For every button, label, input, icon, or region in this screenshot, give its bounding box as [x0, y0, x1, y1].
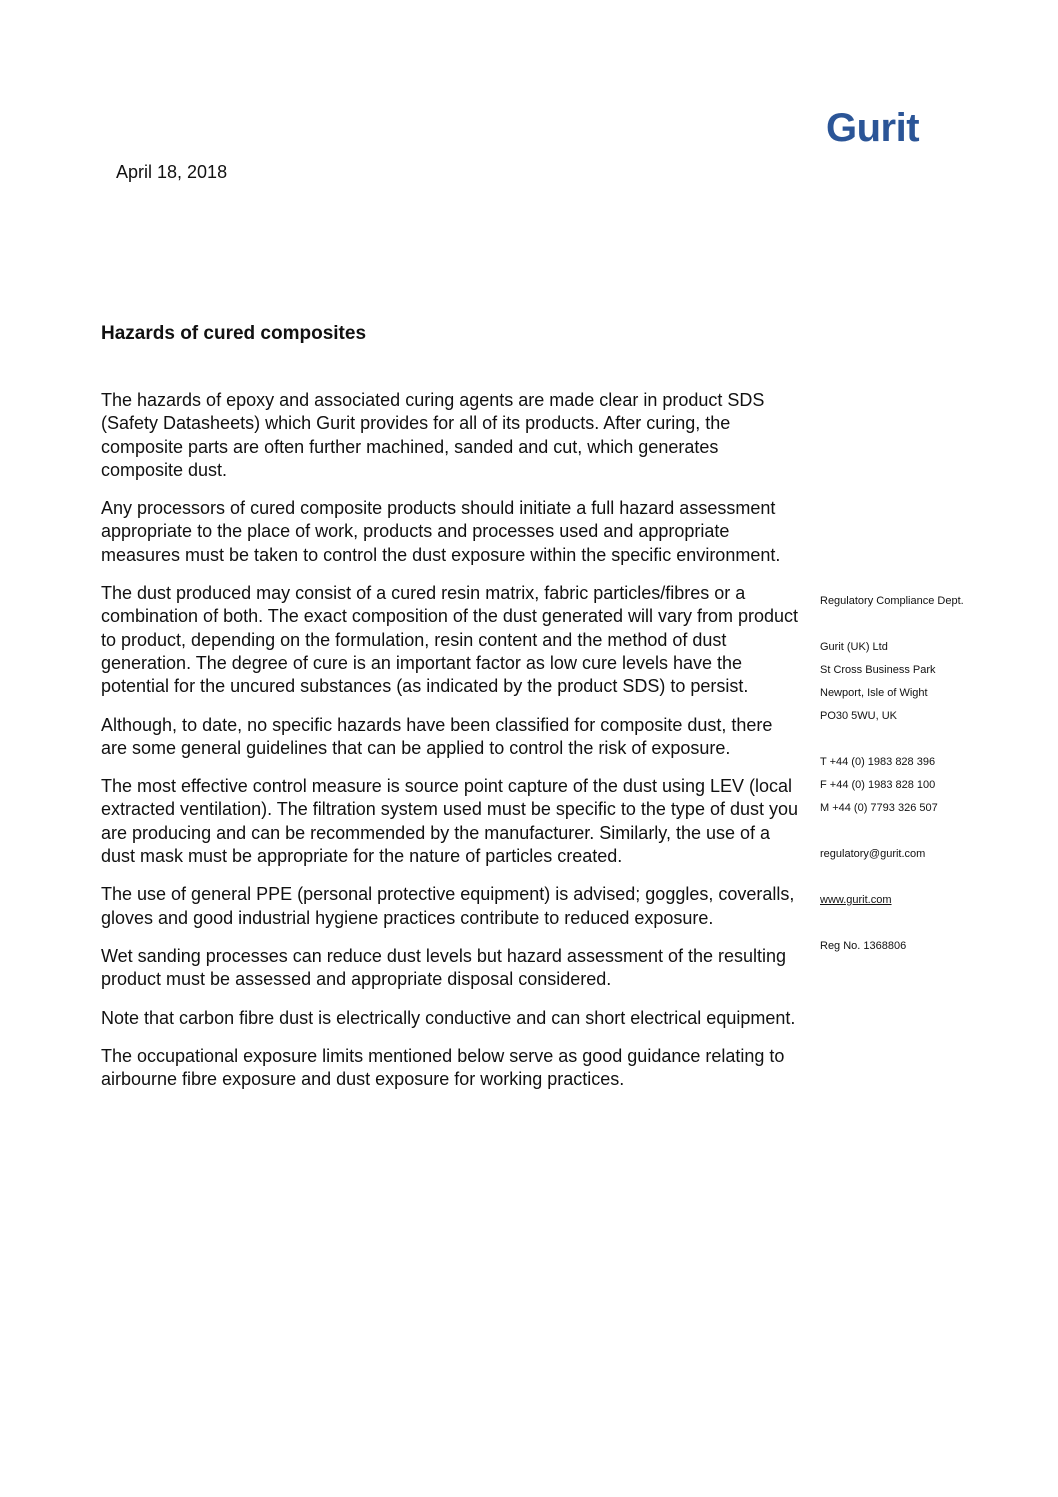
mobile-number: M +44 (0) 7793 326 507 [820, 802, 938, 814]
phone-number: T +44 (0) 1983 828 396 [820, 756, 936, 768]
paragraph: The dust produced may consist of a cured resin matrix, fabric particles/fibres or a combination of both. The exact composition of the dust generated will vary from product to product, depending on the formulation, resin content and the method of dust generation. The degree of cure is an important factor as low cure levels have the potential for the uncured substances (as indicated by the product SDS) to persist. [101, 583, 799, 697]
fax-number: F +44 (0) 1983 828 100 [820, 779, 936, 791]
document-title: Hazards of cured composites [101, 323, 367, 344]
gurit-logo: Gurit [826, 106, 920, 150]
contact-sidebar [820, 590, 1040, 958]
address-line: Newport, Isle of Wight [820, 687, 928, 699]
paragraph: Wet sanding processes can reduce dust levels but hazard assessment of the resulting product must be assessed and appropriate disposal considered. [101, 945, 787, 990]
paragraph: Any processors of cured composite products should initiate a full hazard assessment appropriate to the place of work, products and processes used and appropriate measures must be taken to control the dust exposure within the specific environment. [101, 498, 781, 565]
letter-date: April 18, 2018 [116, 162, 228, 182]
paragraph: The use of general PPE (personal protective equipment) is advised; goggles, coveralls, gloves and good industrial hygiene practices contribute to reduced exposure. [101, 884, 795, 928]
department-name: Regulatory Compliance Dept. [820, 595, 964, 607]
registration-number: Reg No. 1368806 [820, 940, 907, 952]
address-postcode: PO30 5WU, UK [820, 710, 898, 722]
paragraph: The hazards of epoxy and associated curing agents are made clear in product SDS (Safety Datasheets) which Gurit provides for all of its products. After curing, the composite parts are often further machined, sanded and cut, which generates composite dust. [101, 390, 765, 480]
paragraph: Although, to date, no specific hazards have been classified for composite dust, there are some general guidelines that can be applied to control the risk of exposure. [101, 714, 773, 758]
address-line: St Cross Business Park [820, 664, 936, 676]
website-link[interactable]: www.gurit.com [820, 894, 892, 906]
company-name: Gurit (UK) Ltd [820, 641, 888, 653]
email-address: regulatory@gurit.com [820, 848, 926, 860]
paragraph: Note that carbon fibre dust is electrically conductive and can short electrical equipment. [101, 1007, 796, 1028]
paragraph: The most effective control measure is source point capture of the dust using LEV (local extracted ventilation). The filtration system used must be specific to the type of dust you are producing and can be recommended by the manufacturer. Similarly, the use of a dust mask must be appropriate for the nature of particles created. [101, 776, 799, 867]
letter-body [101, 389, 801, 1106]
paragraph: The occupational exposure limits mentioned below serve as good guidance relating to airbourne fibre exposure and dust exposure for working practices. [101, 1045, 785, 1090]
